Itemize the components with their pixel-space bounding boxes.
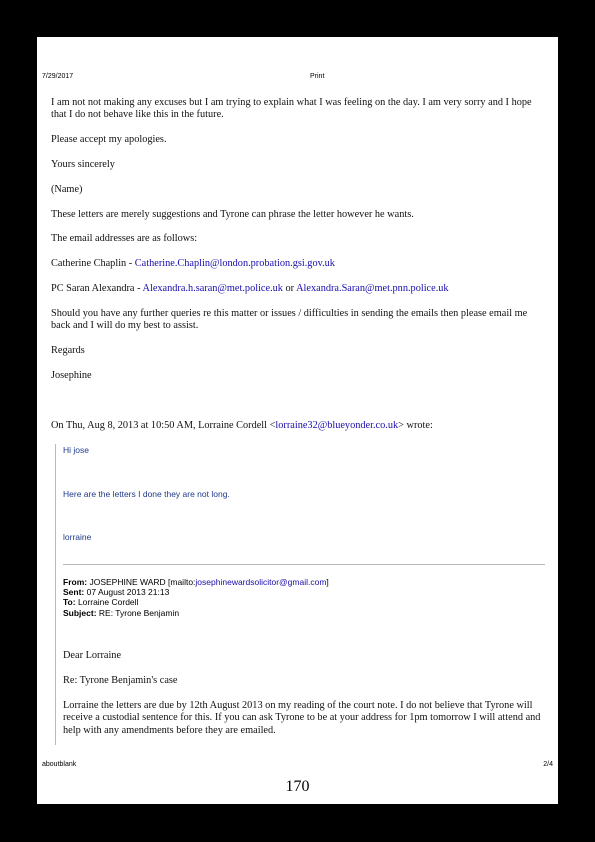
email-link-josephine[interactable]: josephinewardsolicitor@gmail.com <box>195 576 327 587</box>
contact-line-chaplin <box>51 258 545 270</box>
contact-label: Catherine Chaplin - <box>51 258 135 270</box>
quote-dear: Dear Lorraine <box>63 650 122 662</box>
print-date: 7/29/2017 <box>42 73 74 80</box>
footer-source: aboutblank <box>42 761 77 768</box>
or-text: or <box>282 282 297 294</box>
sent-line: Sent: 07 August 2013 21:13 <box>63 587 170 597</box>
quote-letter-body: Lorraine the letters are due by 12th August 2013 on my reading of the court note. I do not believe that Tyrone will receive a custodial sentence for this. If you can ask Tyrone to be at your address for 1pm tomorrow I will attend and help with any amendments before they are emailed. <box>63 699 541 736</box>
from-line: From: JOSEPHINE WARD [mailto:josephinewardsolicitor@gmail.com] <box>63 576 329 587</box>
print-title: Print <box>310 73 325 80</box>
paragraph-closing: Yours sincerely <box>51 159 115 170</box>
contact-label: PC Saran Alexandra - <box>51 282 143 294</box>
email-link-alexandra-1[interactable]: Alexandra.h.saran@met.police.uk <box>142 282 283 294</box>
paragraph-regards: Regards <box>51 344 85 356</box>
quote-re: Re: Tyrone Benjamin's case <box>63 675 178 687</box>
paragraph-queries: Should you have any further queries re this matter or issues / difficulties in sending the emails then please email me back and I will do my best to assist. <box>51 307 528 332</box>
paragraph-addresses-intro: The email addresses are as follows: <box>51 233 198 245</box>
paragraph-suggestions: These letters are merely suggestions and Tyrone can phrase the letter however he wants. <box>51 208 414 220</box>
contact-line-alexandra <box>51 283 545 295</box>
email-link-lorraine[interactable]: lorraine32@blueyonder.co.uk <box>275 419 399 431</box>
quoted-message <box>55 444 545 745</box>
paragraph-apologies: Please accept my apologies. <box>51 134 167 146</box>
page-number: 170 <box>285 778 310 795</box>
subject-line: Subject: RE: Tyrone Benjamin <box>63 607 180 618</box>
email-content <box>51 97 545 745</box>
paragraph-apology: I am not not making any excuses but I am trying to explain what I was feeling on the day. I am very sorry and I hope that I do not behave like this in the future. <box>51 97 532 121</box>
to-line: To: Lorraine Cordell <box>63 597 139 608</box>
email-link-alexandra-2[interactable]: Alexandra.Saran@met.pnn.police.uk <box>296 282 449 294</box>
email-link-chaplin[interactable]: Catherine.Chaplin@london.probation.gsi.gov.uk <box>134 258 335 270</box>
reply-attribution: On Thu, Aug 8, 2013 at 10:50 AM, Lorraine Cordell <lorraine32@blueyonder.co.uk> wrote: <box>51 419 433 431</box>
quote-body: Here are the letters I done they are not long. <box>63 488 230 499</box>
quote-signature: lorraine <box>63 532 92 543</box>
quote-greeting: Hi jose <box>63 445 89 456</box>
document-page <box>37 37 558 804</box>
footer-page-count: 2/4 <box>543 761 553 768</box>
paragraph-name: (Name) <box>51 183 83 195</box>
paragraph-signature: Josephine <box>51 369 92 381</box>
forwarded-header <box>63 564 545 619</box>
